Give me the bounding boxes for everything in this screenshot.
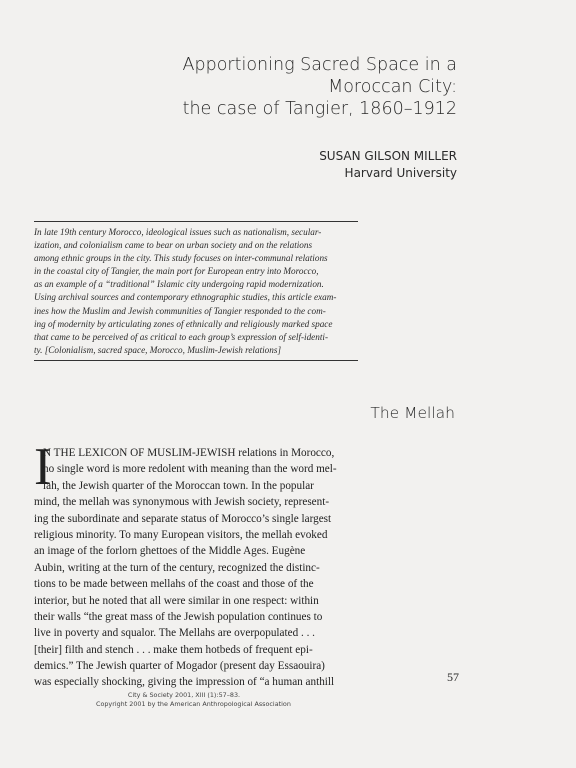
body-line: was especially shocking, giving the impression of “a human anthill [34, 676, 335, 689]
body-paragraph [34, 438, 358, 691]
section-heading: The Mellah [370, 404, 455, 422]
body-line: an image of the forlorn ghettoes of the Middle Ages. Eugène [34, 545, 306, 558]
body-line: Aubin, writing at the turn of the century, recognized the distinc- [34, 561, 320, 574]
author-affiliation: Harvard University [344, 166, 457, 180]
body-line: N THE LEXICON OF MUSLIM-JEWISH relations in Morocco, [43, 447, 335, 459]
abstract-line: in the coastal city of Tangier, the main port for European entry into Morocco, [34, 266, 319, 277]
body-line: interior, but he noted that all were similar in one respect: within [34, 594, 319, 607]
abstract-line: ines how the Muslim and Jewish communities of Tangier responded to the com- [34, 305, 326, 316]
body-line: no single word is more redolent with meaning than the word mel- [43, 463, 337, 476]
abstract-line: In late 19th century Morocco, ideological issues such as nationalism, secular- [34, 227, 322, 237]
author-block [197, 148, 457, 182]
drop-cap: I [34, 438, 52, 496]
page-number: 57 [447, 670, 459, 684]
body-line: religious minority. To many European visitors, the mellah evoked [34, 528, 328, 541]
footer-citation: City & Society 2001, XIII (1):57–83. [127, 691, 241, 699]
abstract-line: among ethnic groups in the city. This study focuses on inter-communal relations [34, 253, 328, 264]
body-line: mind, the mellah was synonymous with Jewish society, represent- [34, 496, 330, 509]
abstract-line: ty. [Colonialism, sacred space, Morocco, Muslim-Jewish relations] [34, 344, 282, 355]
abstract-line: ing of modernity by articulating zones of ethnically and religiously marked space [34, 318, 333, 329]
body-line: live in poverty and squalor. The Mellahs are overpopulated . . . [34, 627, 315, 640]
abstract-line: Using archival sources and contemporary ethnographic studies, this article exam- [34, 292, 337, 303]
abstract-line: as an example of a “traditional” Islamic city undergoing rapid modernization. [34, 279, 324, 290]
body-line: lah, the Jewish quarter of the Moroccan town. In the popular [43, 479, 314, 492]
abstract-line: ization, and colonialism came to bear on urban society and on the relations [34, 240, 313, 251]
body-line: ing the subordinate and separate status of Morocco’s single largest [34, 512, 332, 525]
body-line: demics.” The Jewish quarter of Mogador (present day Essaouira) [34, 660, 325, 673]
article-title [157, 54, 457, 120]
title-line-2: Moroccan City: [328, 77, 457, 97]
body-line: tions to be made between mellahs of the coast and those of the [34, 578, 314, 591]
citation-footer [96, 691, 291, 709]
title-line-1: Apportioning Sacred Space in a [182, 55, 457, 75]
author-name: SUSAN GILSON MILLER [319, 149, 457, 163]
body-line: their walls “the great mass of the Jewish population continues to [34, 610, 323, 623]
title-line-3: the case of Tangier, 1860–1912 [182, 99, 457, 119]
footer-copyright: Copyright 2001 by the American Anthropological Association [96, 700, 291, 708]
body-line: [their] filth and stench . . . make them hotbeds of frequent epi- [34, 643, 313, 656]
abstract-line: that came to be perceived of as critical to each group’s expression of self-identi- [34, 331, 329, 342]
abstract [34, 221, 358, 361]
